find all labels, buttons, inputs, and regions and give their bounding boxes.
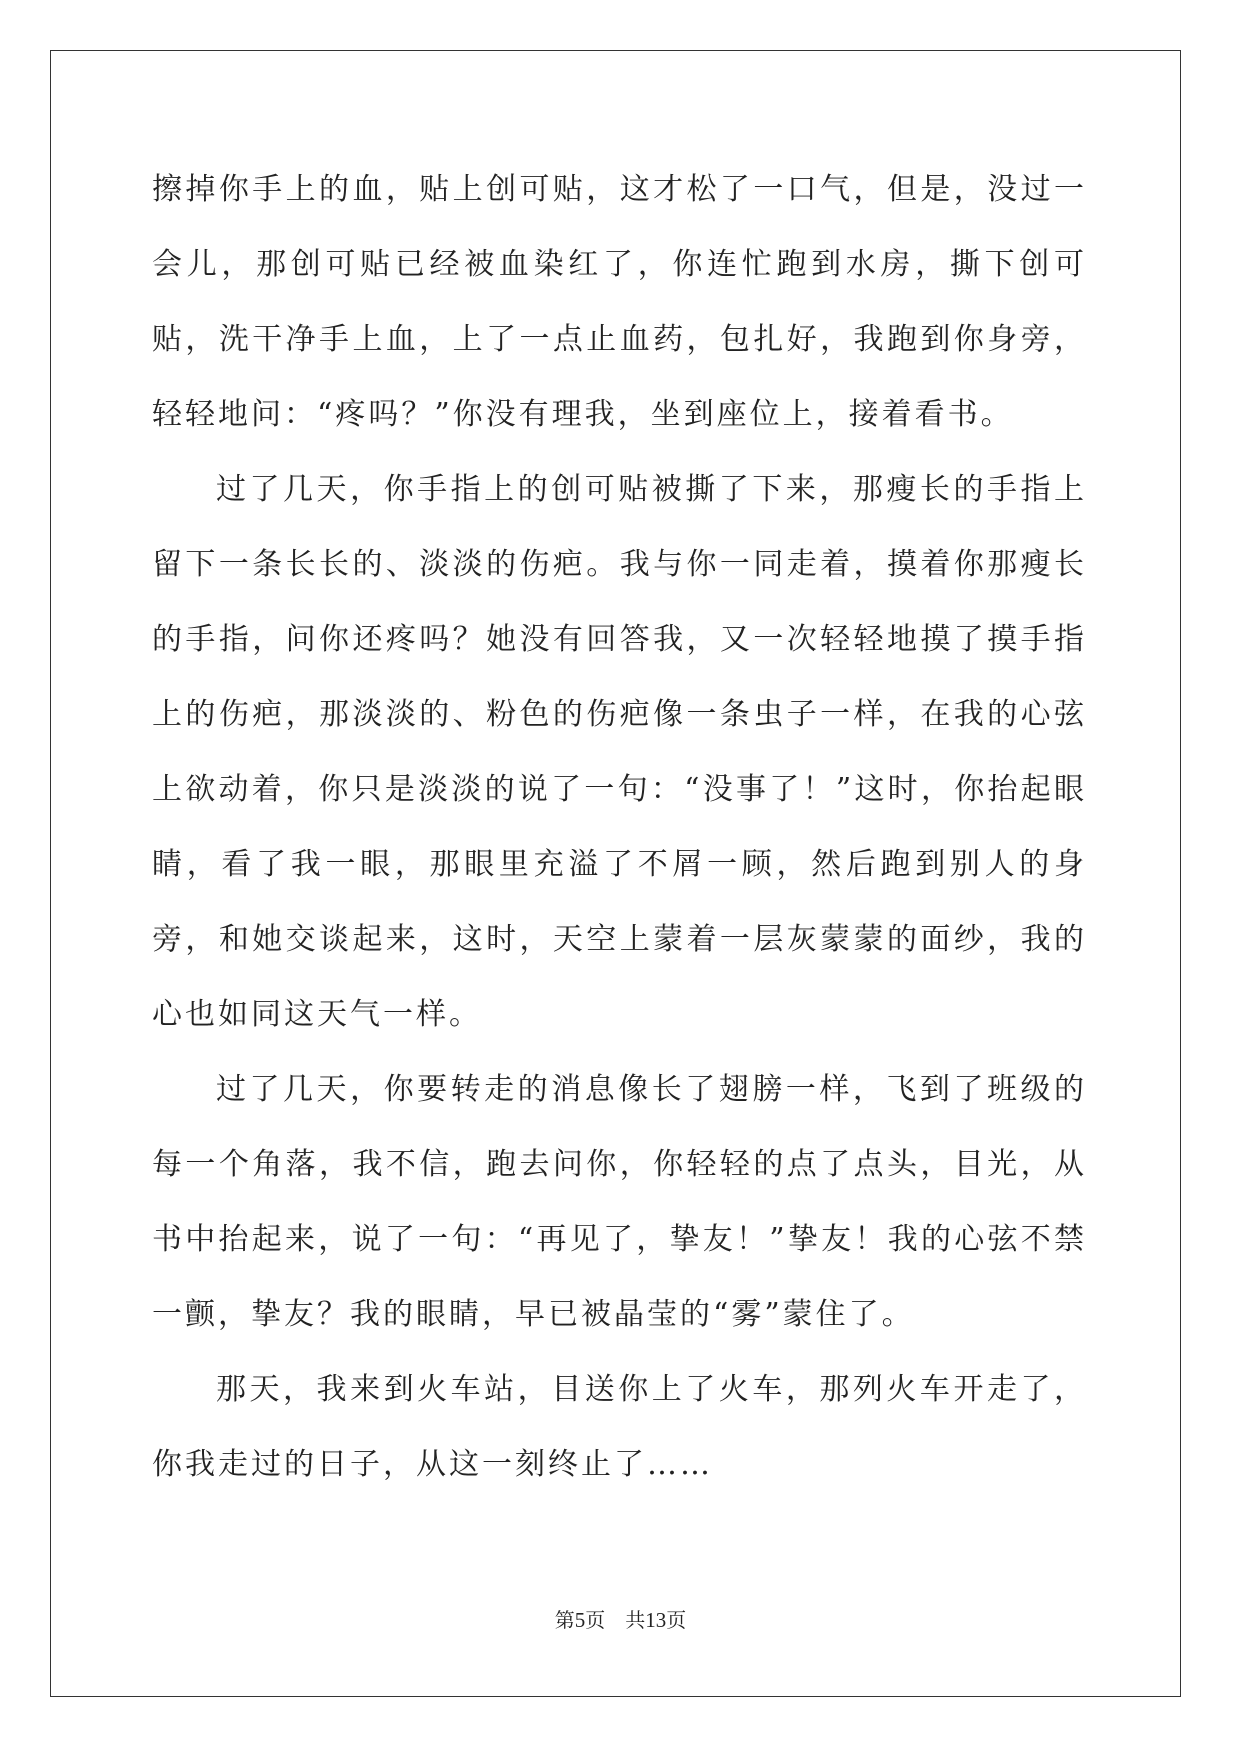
paragraph-3: 过了几天，你要转走的消息像长了翅膀一样，飞到了班级的每一个角落，我不信，跑去问你，你轻轻的点了点头，目光，从书中抬起来，说了一句：“再见了，挚友！”挚友！我的心弦不禁一颤，挚友？我的眼睛，早已被晶莹的“雾”蒙住了。 (152, 1072, 1087, 1332)
page-number: 5 (574, 1608, 586, 1632)
page-footer (0, 1604, 1241, 1633)
document-body (152, 152, 1087, 1502)
total-pages: 13 (645, 1608, 667, 1632)
paragraph-1: 擦掉你手上的血，贴上创可贴，这才松了一口气，但是，没过一会儿，那创可贴已经被血染红了，你连忙跑到水房，撕下创可贴，洗干净手上血，上了一点止血药，包扎好，我跑到你身旁，轻轻地问：“疼吗？”你没有理我，坐到座位上，接着看书。 (152, 172, 1087, 432)
total-suffix: 页 (666, 1610, 687, 1632)
paragraph-2: 过了几天，你手指上的创可贴被撕了下来，那瘦长的手指上留下一条长长的、淡淡的伤疤。我与你一同走着，摸着你那瘦长的手指，问你还疼吗？她没有回答我，又一次轻轻地摸了摸手指上的伤疤，那淡淡的、粉色的伤疤像一条虫子一样，在我的心弦上欲动着，你只是淡淡的说了一句：“没事了！”这时，你抬起眼睛，看了我一眼，那眼里充溢了不屑一顾，然后跑到别人的身旁，和她交谈起来，这时，天空上蒙着一层灰蒙蒙的面纱，我的心也如同这天气一样。 (152, 472, 1087, 1032)
total-prefix: 共 (625, 1610, 646, 1632)
page-suffix: 页 (585, 1610, 606, 1632)
page-prefix: 第 (554, 1610, 575, 1632)
paragraph-4: 那天，我来到火车站，目送你上了火车，那列火车开走了，你我走过的日子，从这一刻终止了…… (152, 1372, 1087, 1482)
